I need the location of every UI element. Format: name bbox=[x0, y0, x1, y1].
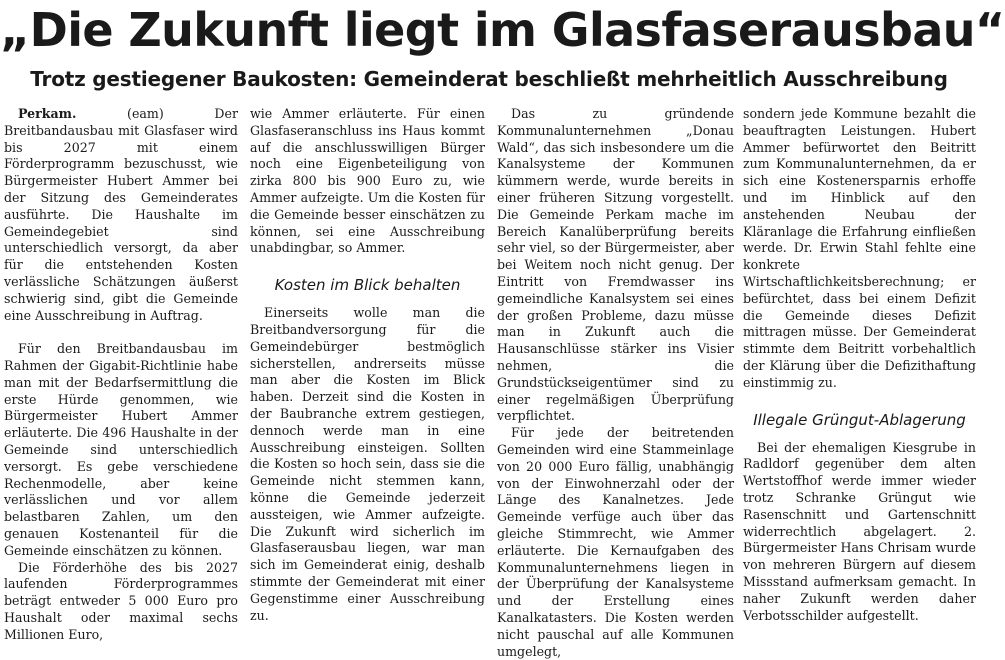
dateline: Perkam. bbox=[18, 106, 77, 121]
paragraph: Bei der ehemaligen Kiesgrube in Radldorf gegenüber dem alten Wertstoffhof werde immer wieder trotz Schranke Grüngut wie Rasenschnitt und Gartenschnitt widerrechtlich abgelagert. 2. Bürgermeister Hans Chrisam wurde von mehreren Bürgern auf diesem Missstand aufmerksam gemacht. In naher Zukunft werden daher Verbotsschilder aufgestellt. bbox=[743, 439, 976, 623]
paragraph-text: (eam) Der Breitbandausbau mit Glasfaser wird bis 2027 mit einem Förderprogramm bezuschusst, wie Bürgermeister Hubert Ammer bei der Sitzung des Gemeinderates ausführte. Die Haushalte im Gemeindegebiet sind unterschiedlich versorgt, da aber für die entstehenden Kosten verlässliche Schätzungen äußerst schwierig sind, gibt die Gemeinde eine Ausschreibung in Auftrag. bbox=[4, 106, 238, 323]
paragraph bbox=[4, 106, 238, 324]
paragraph: Das zu gründende Kommunalunternehmen „Donau Wald“, das sich insbesondere um die Kanalsysteme der Kommunen kümmern werde, wurde bereits in einer früheren Sitzung vorgestellt. Die Gemeinde Perkam mache im Bereich Kanalüberprüfung bereits sehr viel, so der Bürgermeister, aber bei Weitem noch nicht genug. Der Eintritt von Fremdwasser ins gemeindliche Kanalsystem sei eines der großen Probleme, dazu müsse man in Zukunft auch die Hausanschlüsse stärker ins Visier nehmen, die Grundstückseigentümer sind zu einer regelmäßigen Überprüfung verpflichtet. bbox=[497, 106, 734, 424]
crosshead: Kosten im Blick behalten bbox=[274, 276, 461, 295]
paragraph: sondern jede Kommune bezahlt die beauftragten Leistungen. Hubert Ammer befürwortet den Beitritt zum Kommunalunternehmen, da er sich eine Kostenersparnis erhoffe und im Hinblick auf den anstehenden Neubau der Kläranlage die Erfahrung einfließen werde. Dr. Erwin Stahl fehlte eine konkrete Wirtschaftlichkeitsberechnung; er befürchtet, dass bei einem Defizit die Gemeinde dieses Defizit mittragen müsse. Der Gemeinderat stimmte dem Beitritt vorbehaltlich der Klärung über die Defizithaftung einstimmig zu. bbox=[743, 106, 976, 390]
column-1 bbox=[4, 106, 238, 642]
paragraph: Einerseits wolle man die Breitbandversorgung für die Gemeindebürger bestmöglich sicherstellen, andrerseits müsse man aber die Kosten im Blick haben. Derzeit sind die Kosten in der Baubranche extrem gestiegen, dennoch werde man in eine Ausschreibung einsteigen. Sollten die Kosten so hoch sein, dass sie die Gemeinde nicht stemmen kann, könne die Gemeinde jederzeit aussteigen, wie Ammer aufzeigte. Die Zukunft wird sicherlich im Glasfaserausbau liegen, war man sich im Gemeinderat einig, deshalb stimmte der Gemeinderat mit einer Gegenstimme einer Ausschreibung zu. bbox=[250, 305, 485, 623]
paragraph: Für den Breitbandausbau im Rahmen der Gigabit-Richtlinie habe man mit der Bedarfsermittlung die erste Hürde genommen, wie Bürgermeister Hubert Ammer erläuterte. Die 496 Haushalte in der Gemeinde sind unterschiedlich versorgt. Es gebe verschiedene Rechenmodelle, aber keine verlässlichen und vor allem belastbaren Zahlen, um den genauen Kostenanteil für die Gemeinde einschätzen zu können. bbox=[4, 341, 238, 558]
headline: „Die Zukunft liegt im Glasfaserausbau“ bbox=[0, 3, 1005, 57]
subheadline: Trotz gestiegener Baukosten: Gemeinderat beschließt mehrheitlich Ausschreibung bbox=[30, 67, 948, 91]
paragraph: wie Ammer erläuterte. Für einen Glasfaseranschluss ins Haus kommt auf die anschlusswilligen Bürger noch eine Eigenbeteiligung von zirka 800 bis 900 Euro zu, wie Ammer aufzeigte. Um die Kosten für die Gemeinde besser einschätzen zu können, sei eine Ausschreibung unabdingbar, so Ammer. bbox=[250, 106, 485, 256]
crosshead: Illegale Grüngut-Ablagerung bbox=[753, 410, 966, 429]
column-4 bbox=[743, 106, 976, 623]
column-2 bbox=[250, 106, 485, 623]
paragraph: Für jede der beitretenden Gemeinden wird eine Stammeinlage von 20 000 Euro fällig, unabhängig von der Einwohnerzahl oder der Länge des Kanalnetzes. Jede Gemeinde verfüge auch über das gleiche Stimmrecht, wie Ammer erläuterte. Die Kernaufgaben des Kommunalunternehmens liegen in der Überprüfung der Kanalsysteme und der Erstellung eines Kanalkatasters. Die Kosten werden nicht pauschal auf alle Kommunen umgelegt, bbox=[497, 425, 734, 659]
paragraph: Die Förderhöhe des bis 2027 laufenden Förderprogrammes beträgt entweder 5 000 Euro pro Haushalt oder maximal sechs Millionen Euro, bbox=[4, 559, 238, 642]
column-3 bbox=[497, 106, 734, 659]
